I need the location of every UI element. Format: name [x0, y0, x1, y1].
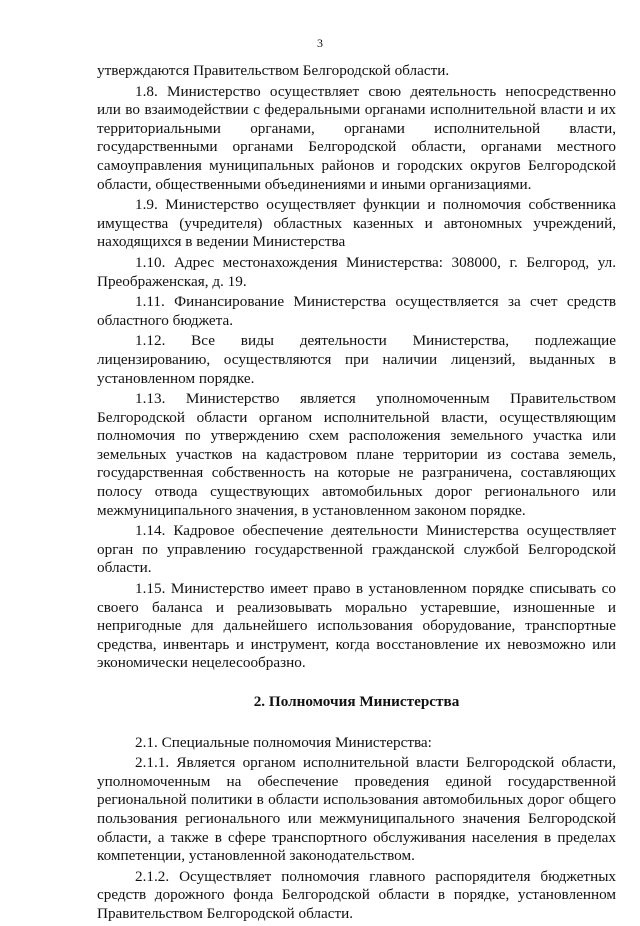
paragraph-1-12: 1.12. Все виды деятельности Министерства, подлежащие лицензированию, осуществляются при наличии лицензий, выданных в установленном порядке.: [97, 332, 616, 387]
paragraph-continuation: утверждаются Правительством Белгородской области.: [97, 62, 450, 79]
paragraph-1-14: 1.14. Кадровое обеспечение деятельности Министерства осуществляет орган по управлению государственной гражданской службой Белгородской области.: [97, 522, 616, 577]
paragraph-1-10: 1.10. Адрес местонахождения Министерства: 308000, г. Белгород, ул. Преображенская, д. 19.: [97, 253, 616, 290]
paragraph-2-1-1: 2.1.1. Является органом исполнительной власти Белгородской области, уполномоченным на обеспечение проведения единой государственной региональной политики в области использования автомобильных дорог общего пользования регионального или межмуниципального значения Белгородской области, а также в сфере транспортного обслуживания населения в пределах компетенции, установленной законодательством.: [97, 754, 616, 865]
paragraph-2-1: 2.1. Специальные полномочия Министерства:: [135, 733, 432, 751]
paragraph-1-15: 1.15. Министерство имеет право в установленном порядке списывать со своего баланса и реализовывать морально устаревшие, изношенные и непригодные для дальнейшего использования оборудование, транспортные средства, инвентарь и инструмент, когда восстановление их невозможно или экономически нецелесообразно.: [97, 580, 616, 672]
document-body: [97, 62, 616, 926]
paragraph-2-1-2: 2.1.2. Осуществляет полномочия главного распорядителя бюджетных средств дорожного фонда Белгородской области в порядке, установленном Правительством Белгородской области.: [97, 867, 616, 922]
paragraph-1-13: 1.13. Министерство является уполномоченным Правительством Белгородской области органом исполнительной власти, осуществляющим полномочия по утверждению схем расположения земельного участка или земельных участков на кадастровом плане территории из состава земель, государственная собственность на которые не разграничена, составляющих полосу отвода существующих автомобильных дорог регионального или межмуниципального значения, в установленном законом порядке.: [97, 390, 616, 519]
page-number: 3: [317, 36, 323, 50]
paragraph-1-9: 1.9. Министерство осуществляет функции и полномочия собственника имущества (учредителя) областных казенных и автономных учреждений, находящихся в ведении Министерства: [97, 196, 616, 251]
paragraph-1-11: 1.11. Финансирование Министерства осуществляется за счет средств областного бюджета.: [97, 293, 616, 329]
paragraph-1-8: 1.8. Министерство осуществляет свою деятельность непосредственно или во взаимодействии с федеральными органами исполнительной власти и их территориальными органами, органами исполнительной власти, государственными органами Белгородской области, органами местного самоуправления муниципальных районов и городских округов Белгородской области, общественными объединениями и иными организациями.: [97, 82, 616, 193]
section-heading: 2. Полномочия Министерства: [253, 693, 460, 710]
